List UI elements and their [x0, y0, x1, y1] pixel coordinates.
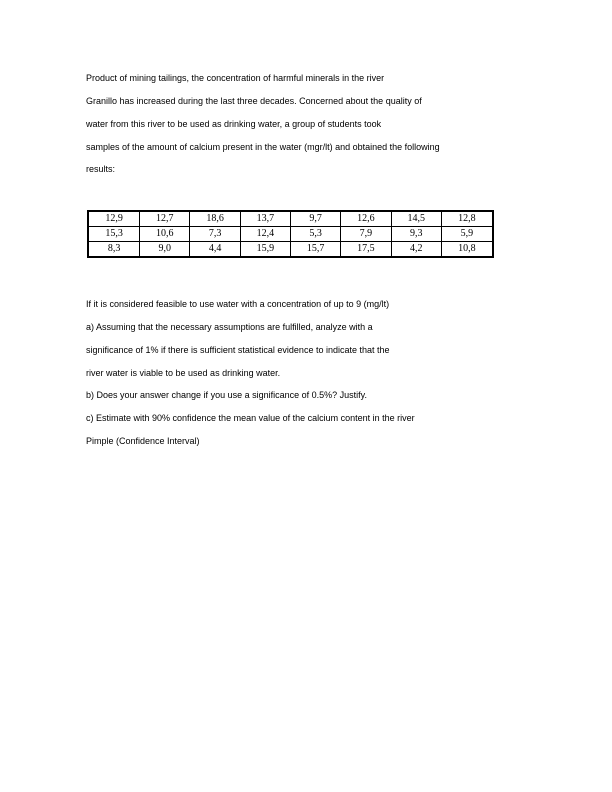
- table-cell: 5,9: [441, 227, 493, 242]
- question-line: Pimple (Confidence Interval): [86, 436, 200, 446]
- intro-line: results:: [86, 164, 116, 174]
- table-cell: 10,8: [441, 242, 493, 258]
- table-cell: 12,8: [441, 211, 493, 227]
- question-line: c) Estimate with 90% confidence the mean value of the calcium content in the river: [86, 413, 415, 423]
- table-cell: 18,6: [190, 211, 240, 227]
- table-cell: 12,4: [240, 227, 290, 242]
- table-cell: 9,3: [391, 227, 441, 242]
- table-cell: 7,9: [341, 227, 391, 242]
- table-cell: 12,9: [88, 211, 140, 227]
- table-cell: 13,7: [240, 211, 290, 227]
- table-cell: 15,3: [88, 227, 140, 242]
- table-row: [88, 211, 493, 227]
- table-cell: 14,5: [391, 211, 441, 227]
- intro-line: water from this river to be used as drinking water, a group of students took: [86, 119, 382, 129]
- table-row: [88, 227, 493, 242]
- question-line: If it is considered feasible to use water with a concentration of up to 9 (mg/lt): [86, 299, 390, 309]
- table-cell: 12,7: [140, 211, 190, 227]
- table-cell: 10,6: [140, 227, 190, 242]
- table-cell: 9,7: [290, 211, 340, 227]
- table-cell: 7,3: [190, 227, 240, 242]
- table-cell: 15,9: [240, 242, 290, 258]
- calcium-samples-table: [87, 210, 494, 258]
- table-cell: 15,7: [290, 242, 340, 258]
- intro-line: samples of the amount of calcium present in the water (mgr/lt) and obtained the following: [86, 142, 440, 152]
- table-cell: 4,4: [190, 242, 240, 258]
- table-cell: 8,3: [88, 242, 140, 258]
- question-line: a) Assuming that the necessary assumptions are fulfilled, analyze with a: [86, 322, 373, 332]
- table-cell: 9,0: [140, 242, 190, 258]
- question-line: significance of 1% if there is sufficient statistical evidence to indicate that the: [86, 345, 390, 355]
- question-line: b) Does your answer change if you use a significance of 0.5%? Justify.: [86, 390, 367, 400]
- table-row: [88, 242, 493, 258]
- table-cell: 12,6: [341, 211, 391, 227]
- intro-line: Product of mining tailings, the concentration of harmful minerals in the river: [86, 73, 385, 83]
- table-cell: 17,5: [341, 242, 391, 258]
- table-cell: 5,3: [290, 227, 340, 242]
- intro-line: Granillo has increased during the last three decades. Concerned about the quality of: [86, 96, 422, 106]
- table-cell: 4,2: [391, 242, 441, 258]
- question-line: river water is viable to be used as drinking water.: [86, 368, 281, 378]
